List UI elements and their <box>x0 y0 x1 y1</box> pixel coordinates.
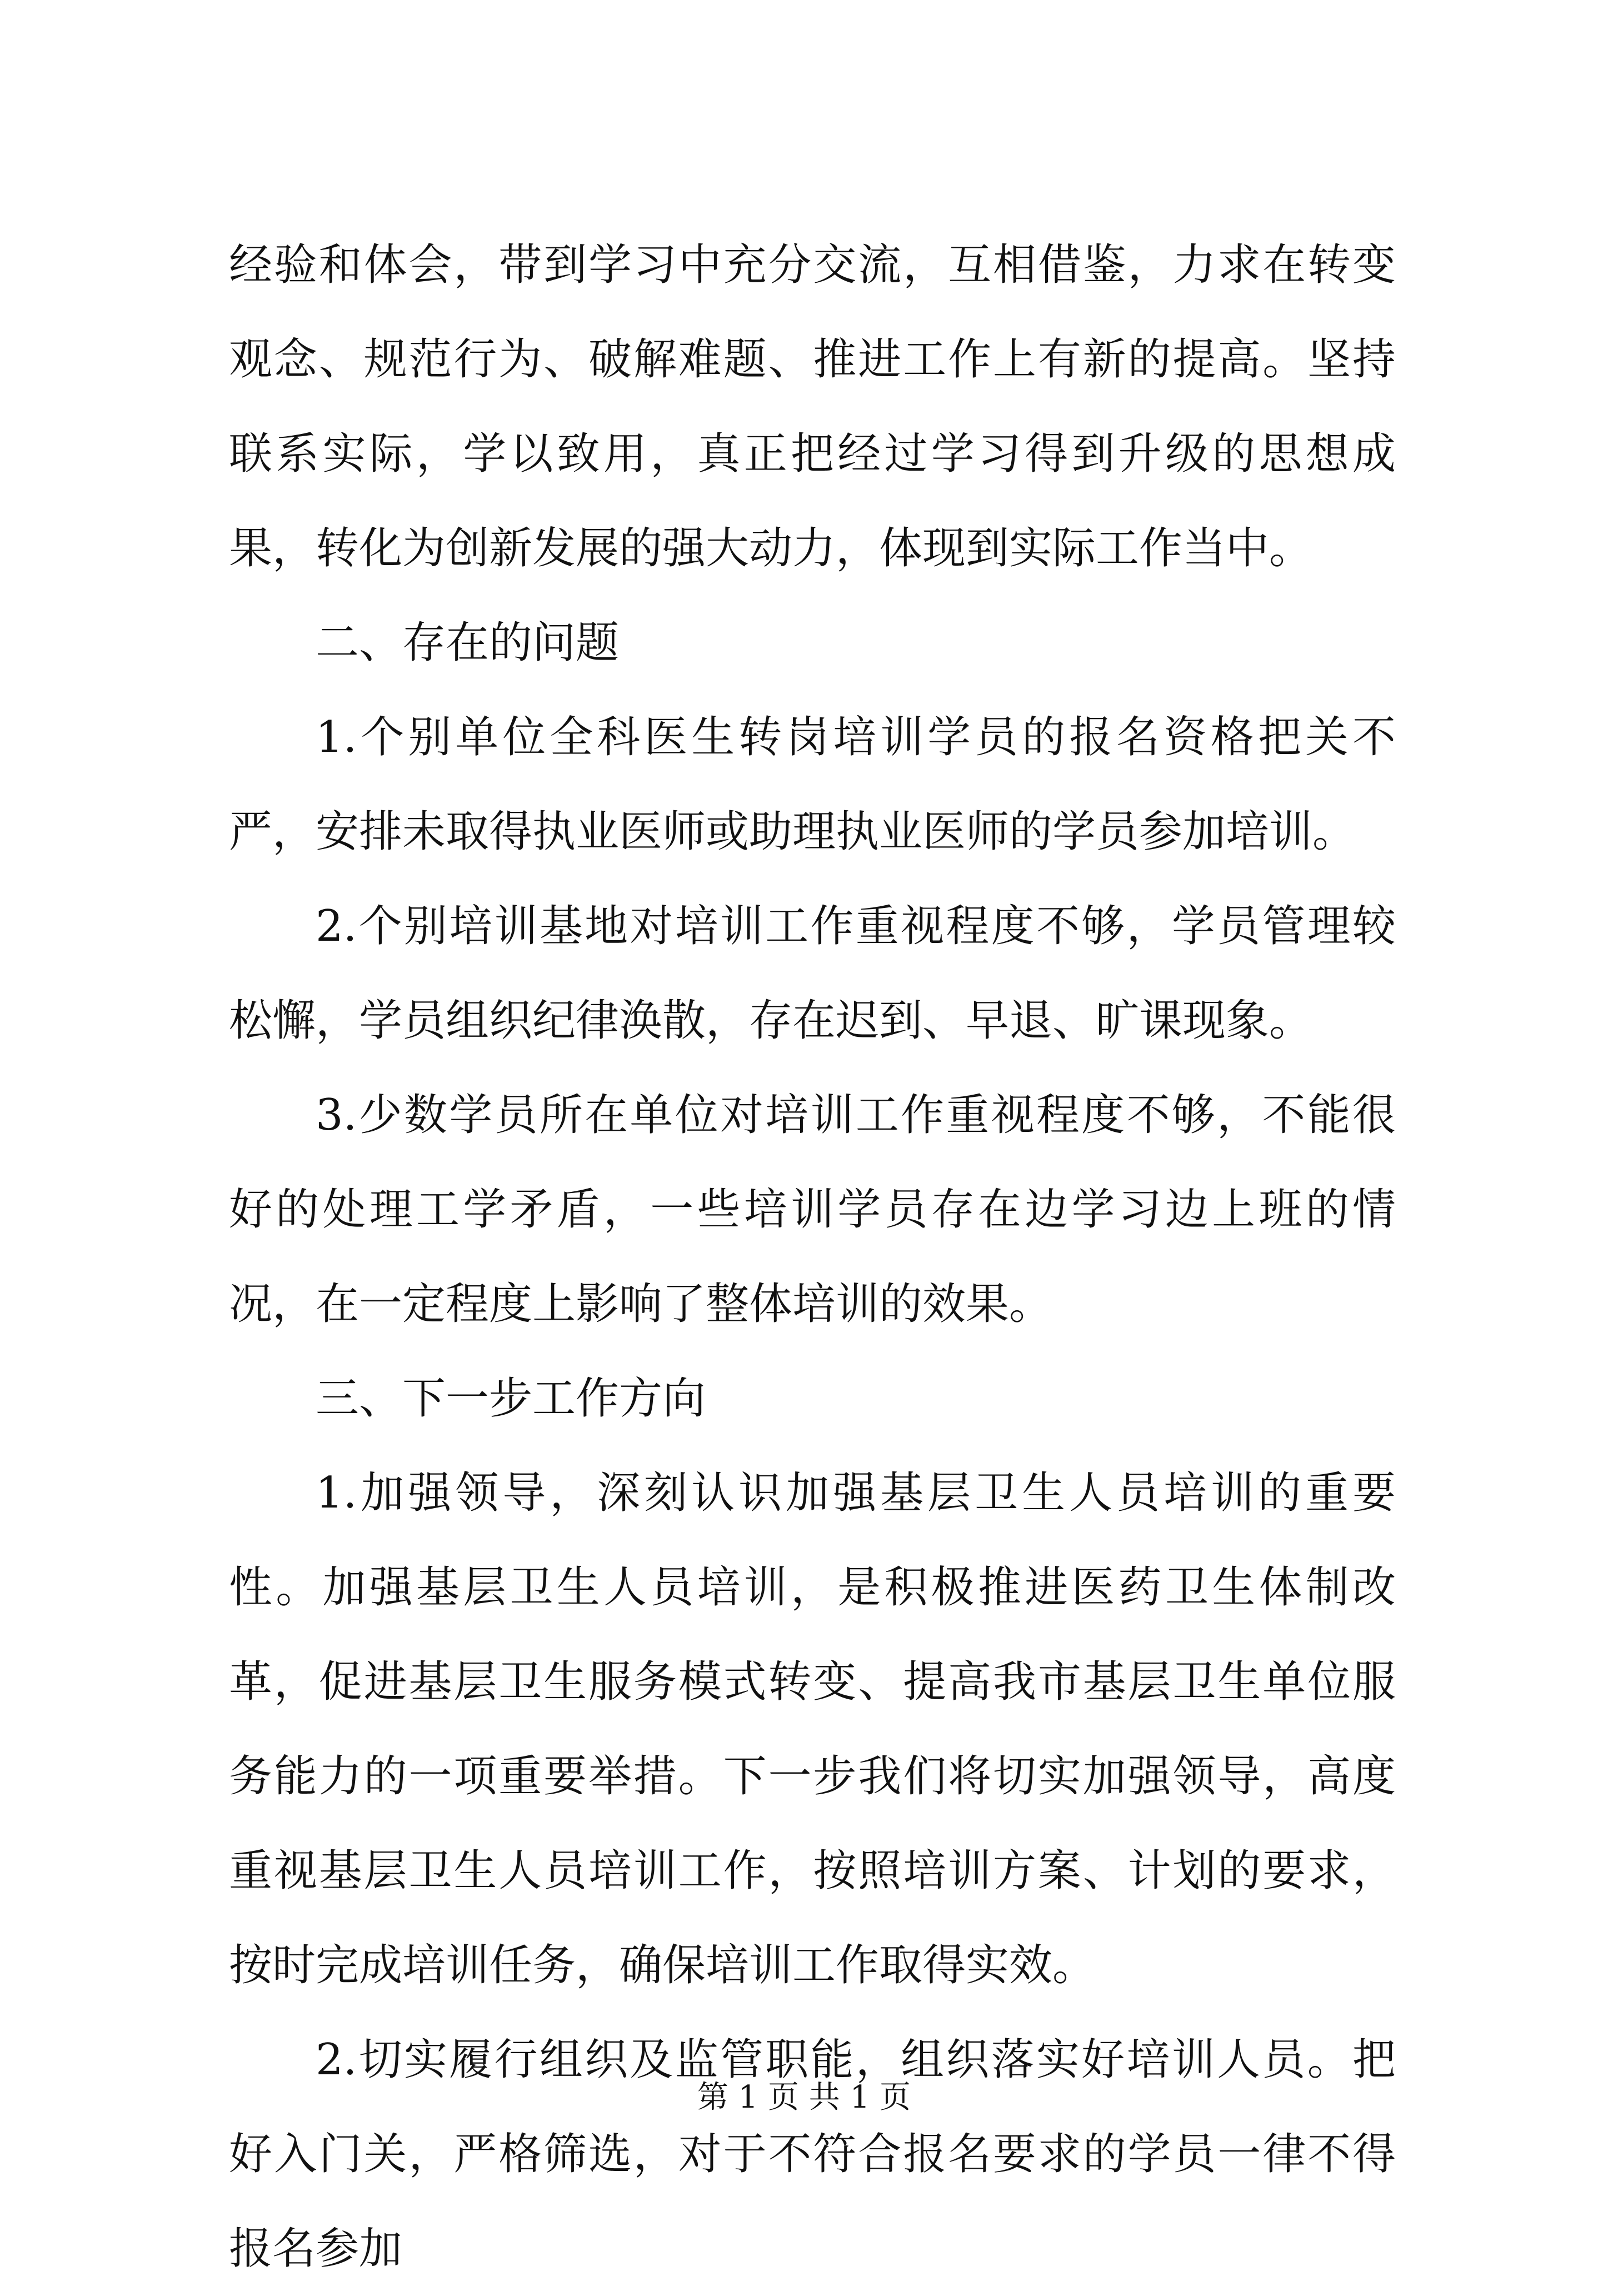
page-footer: 第 1 页 共 1 页 <box>697 2079 911 2115</box>
list-item-problem-2: 2.个别培训基地对培训工作重视程度不够，学员管理较松懈，学员组织纪律涣散，存在迟到、早退、旷课现象。 <box>229 901 1396 1046</box>
section-heading-problems: 二、存在的问题 <box>316 618 620 668</box>
paragraph-continuation: 经验和体会，带到学习中充分交流，互相借鉴，力求在转变观念、规范行为、破解难题、推进工作上有新的提高。坚持联系实际，学以致用，真正把经过学习得到升级的思想成果，转化为创新发展的强大动力，体现到实际工作当中。 <box>229 240 1396 573</box>
list-item-problem-1: 1.个别单位全科医生转岗培训学员的报名资格把关不严，安排未取得执业医师或助理执业医师的学员参加培训。 <box>229 712 1396 857</box>
list-item-next-step-2: 2.切实履行组织及监管职能，组织落实好培训人员。把好入门关，严格筛选，对于不符合报名要求的学员一律不得报名参加 <box>229 2035 1396 2274</box>
section-heading-next-steps: 三、下一步工作方向 <box>316 1374 706 1424</box>
list-item-next-step-1: 1.加强领导，深刻认识加强基层卫生人员培训的重要性。加强基层卫生人员培训，是积极推进医药卫生体制改革，促进基层卫生服务模式转变、提高我市基层卫生单位服务能力的一项重要举措。下一步我们将切实加强领导，高度重视基层卫生人员培训工作，按照培训方案、计划的要求，按时完成培训任务，确保培训工作取得实效。 <box>229 1468 1396 1990</box>
document-body <box>229 218 1396 2296</box>
list-item-problem-3: 3.少数学员所在单位对培训工作重视程度不够，不能很好的处理工学矛盾，一些培训学员存在边学习边上班的情况，在一定程度上影响了整体培训的效果。 <box>229 1090 1396 1329</box>
